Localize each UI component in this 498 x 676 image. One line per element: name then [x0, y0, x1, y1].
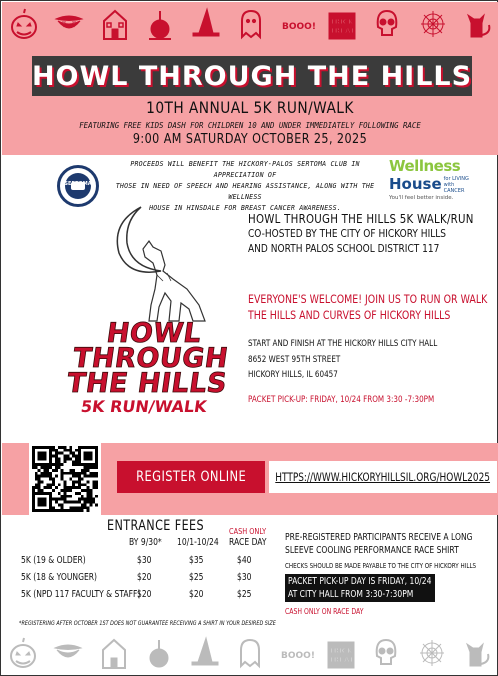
howling-wolf-moon-illustration — [101, 201, 221, 323]
black-cat-icon — [461, 635, 493, 671]
wellness-logo-slogan: You'll feel better inside. — [389, 195, 454, 201]
welcome-line-2: THE HILLS AND CURVES OF HICKORY HILLS — [248, 308, 451, 322]
fangs-icon — [52, 635, 84, 671]
fees-title: ENTRANCE FEES — [107, 518, 205, 534]
trick-or-treat-bag-icon — [325, 635, 357, 671]
fee-value: $20 — [189, 589, 204, 600]
svg-text:TRICK: TRICK — [328, 647, 353, 655]
fee-value: $25 — [189, 572, 204, 583]
fee-label: 5K (NPD 117 FACULTY & STAFF) — [21, 589, 141, 600]
pickup-line-1: PACKET PICK-UP DAY IS FRIDAY, 10/24 — [288, 576, 432, 587]
benefit-line: HOUSE IN HINSDALE FOR BREAST CANCER AWARENESS. — [149, 204, 341, 212]
kids-dash-note: FEATURING FREE KIDS DASH FOR CHILDREN 10 AND UNDER IMMEDIATELY FOLLOWING RACE — [79, 120, 421, 130]
shirt-line-2: SLEEVE COOLING PERFORMANCE RACE SHIRT — [285, 545, 459, 556]
jack-o-lantern-icon — [7, 635, 39, 671]
fee-value: $40 — [237, 555, 252, 566]
boo-icon — [280, 6, 317, 42]
ghost-icon — [234, 635, 266, 671]
fee-value: $20 — [137, 589, 152, 600]
spider-web-icon — [417, 6, 449, 42]
event-info — [248, 211, 488, 256]
witch-hat-icon — [190, 6, 222, 42]
pickup-line-2: AT CITY HALL FROM 3:30-7:30PM — [288, 589, 414, 600]
cohost-line-1: CO-HOSTED BY THE CITY OF HICKORY HILLS — [248, 227, 447, 240]
registration-link[interactable] — [269, 461, 497, 493]
title-band — [32, 56, 472, 96]
shirt-info — [285, 531, 473, 557]
benefit-line: PROCEEDS WILL BENEFIT THE HICKORY-PALOS SERTOMA CLUB IN APPRECIATION OF — [130, 160, 360, 179]
svg-text:TREAT: TREAT — [328, 656, 354, 664]
svg-text:BOOO!: BOOO! — [282, 22, 317, 32]
fees-col-header: 10/1-10/24 — [177, 537, 219, 548]
jack-o-lantern-icon — [8, 6, 40, 42]
art-line-1: HOWL — [104, 318, 204, 349]
fee-label: 5K (19 & OLDER) — [21, 555, 86, 566]
checks-payable-note: CHECKS SHOULD BE MADE PAYABLE TO THE CITY OF HICKORY HILLS — [285, 562, 477, 570]
svg-text:BOOO!: BOOO! — [281, 651, 316, 661]
cash-only-race-day: CASH ONLY ON RACE DAY — [285, 607, 364, 616]
fee-value: $30 — [237, 572, 252, 583]
event-title: HOWL THROUGH THE HILLS — [31, 60, 473, 92]
register-button-label: REGISTER ONLINE — [135, 469, 247, 485]
address-line-3: HICKORY HILLS, IL 60457 — [248, 370, 338, 380]
benefit-line: THOSE IN NEED OF SPEECH AND HEARING ASSISTANCE, ALONG WITH THE WELLNESS — [115, 182, 375, 201]
art-line-3: THE HILLS — [64, 368, 230, 399]
witch-hat-icon — [189, 635, 221, 671]
welcome-message — [248, 291, 488, 323]
art-line-2: THROUGH — [70, 343, 231, 374]
register-online-button[interactable] — [117, 461, 265, 493]
candy-apple-icon — [143, 635, 175, 671]
top-icon-row — [8, 4, 494, 44]
fee-value: $25 — [237, 589, 252, 600]
haunted-house-icon — [99, 6, 131, 42]
svg-text:TRICK: TRICK — [329, 18, 354, 26]
info-heading: HOWL THROUGH THE HILLS 5K WALK/RUN — [248, 211, 474, 226]
address-line-2: 8652 WEST 95TH STREET — [248, 354, 341, 365]
fees-footnote: *REGISTERING AFTER OCTOBER 1ST DOES NOT GUARANTEE RECEIVING A SHIRT IN YOUR DESIRED SIZE — [19, 620, 276, 627]
pickup-day-box — [285, 574, 435, 602]
event-subtitle: 10TH ANNUAL 5K RUN/WALK — [146, 98, 354, 117]
cohost-line-2: AND NORTH PALOS SCHOOL DISTRICT 117 — [248, 242, 440, 255]
address-block — [248, 337, 437, 384]
bottom-icon-row — [7, 633, 493, 673]
header-band — [2, 2, 498, 155]
black-cat-icon — [462, 6, 494, 42]
fangs-icon — [53, 6, 85, 42]
spider-web-icon — [416, 635, 448, 671]
haunted-house-icon — [98, 635, 130, 671]
howl-logo-art — [52, 318, 246, 418]
qr-code[interactable] — [29, 443, 101, 515]
packet-pickup-info: PACKET PICK-UP: FRIDAY, 10/24 FROM 3:30 -7:30PM — [248, 395, 435, 405]
fee-value: $20 — [137, 572, 152, 583]
skull-icon — [370, 635, 402, 671]
fee-value: $30 — [137, 555, 152, 566]
address-line-1: START AND FINISH AT THE HICKORY HILLS CITY HALL — [248, 339, 438, 349]
fees-col-header: BY 9/30* — [129, 537, 162, 548]
fee-label: 5K (18 & YOUNGER) — [21, 572, 98, 583]
wellness-logo-line2: House — [389, 175, 442, 193]
skull-icon — [371, 6, 403, 42]
fees-col-header: RACE DAY — [229, 537, 267, 548]
wellness-logo-line1: Wellness — [389, 157, 461, 175]
ghost-icon — [235, 6, 267, 42]
trick-or-treat-bag-icon — [326, 6, 358, 42]
candy-apple-icon — [144, 6, 176, 42]
fee-value: $35 — [189, 555, 204, 566]
boo-icon — [279, 635, 316, 671]
wellness-logo-tag: for LIVING with CANCER — [443, 176, 469, 194]
welcome-line-1: EVERYONE'S WELCOME! JOIN US TO RUN OR WALK — [248, 292, 488, 306]
event-time-date: 9:00 AM SATURDAY OCTOBER 25, 2025 — [132, 132, 368, 147]
registration-url[interactable]: HTTPS://WWW.HICKORYHILLSIL.ORG/HOWL2025 — [275, 470, 491, 484]
wellness-house-logo — [389, 159, 475, 203]
sertoma-logo-label: SERTOMA — [64, 181, 92, 187]
svg-text:TREAT: TREAT — [329, 27, 355, 35]
art-line-4: 5K RUN/WALK — [79, 397, 208, 416]
shirt-line-1: PRE-REGISTERED PARTICIPANTS RECEIVE A LONG — [285, 532, 473, 543]
cash-only-label: CASH ONLY — [229, 527, 267, 536]
